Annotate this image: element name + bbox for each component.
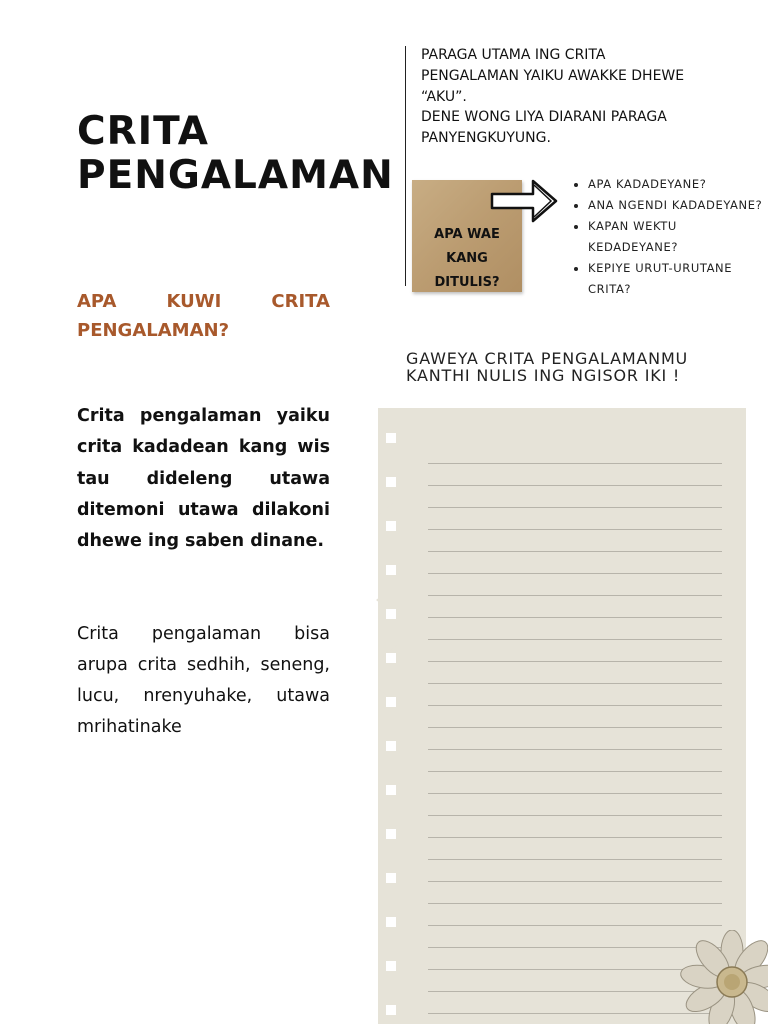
writing-prompt: GAWEYA CRITA PENGALAMANMU KANTHI NULIS ING NGISOR IKI ! bbox=[406, 349, 689, 385]
flower-decoration-icon bbox=[676, 930, 768, 1024]
intro-line-4: DENE WONG LIYA DIARANI PARAGA bbox=[421, 109, 667, 126]
question-item: • APA KADADEYANE? bbox=[588, 174, 768, 195]
vertical-divider bbox=[405, 46, 406, 286]
title-line-2: PENGALAMAN bbox=[77, 153, 394, 198]
question-list bbox=[570, 174, 768, 300]
sticky-line-1: APA WAE bbox=[434, 227, 500, 242]
section-heading: APA KUWI CRITA PENGALAMAN? bbox=[77, 291, 330, 341]
title-line-1: CRITA bbox=[77, 109, 209, 154]
intro-line-3: “AKU”. bbox=[421, 88, 467, 105]
intro-line-2: PENGALAMAN YAIKU AWAKKE DHEWE bbox=[421, 67, 685, 84]
definition-paragraph: Crita pengalaman yaiku crita kadadean kang wis tau dideleng utawa ditemoni utawa dilakoni dhewe ing saben dinane. bbox=[77, 406, 330, 552]
torn-paper-edge bbox=[360, 408, 420, 1024]
sticky-line-2: KANG bbox=[446, 251, 488, 266]
question-item: • KEPIYE URUT-URUTANE CRITA? bbox=[588, 258, 768, 300]
question-item: • ANA NGENDI KADADEYANE? bbox=[588, 195, 768, 216]
description-paragraph: Crita pengalaman bisa arupa crita sedhih, seneng, lucu, nrenyuhake, utawa mrihatinake bbox=[77, 624, 330, 737]
sticky-note-text bbox=[412, 223, 522, 295]
intro-text bbox=[421, 45, 721, 149]
intro-line-1: PARAGA UTAMA ING CRITA bbox=[421, 47, 606, 63]
right-arrow-icon bbox=[490, 177, 560, 225]
sticky-line-3: DITULIS? bbox=[434, 275, 500, 290]
intro-line-5: PANYENGKUYUNG. bbox=[421, 130, 551, 147]
page-title bbox=[77, 110, 407, 198]
question-item: • KAPAN WEKTU KEDADEYANE? bbox=[588, 216, 768, 258]
